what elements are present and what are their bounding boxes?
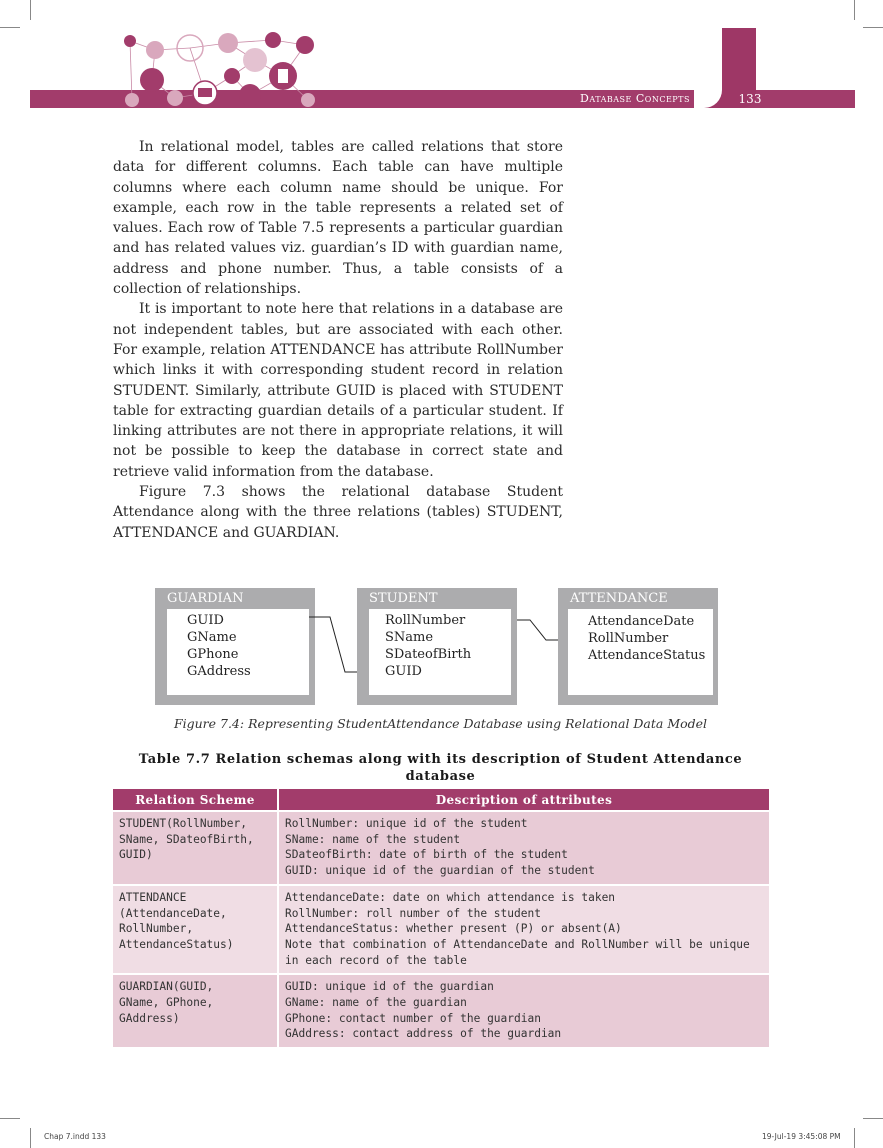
crop-mark [863, 27, 883, 28]
paragraph: It is important to note here that relations in a database are not independent tables, but are associated with each other. For example, relation ATTENDANCE has attribute RollNumber which links it with corresponding student record in relation STUDENT. Similarly, attribute GUID is placed with STUDENT table for extracting guardian details of a particular student. If linking attributes are not there in appropriate relations, it will not be possible to keep the database in correct state and retrieve valid information from the database. [113, 301, 563, 480]
attribute: RollNumber [385, 613, 466, 628]
description-line: GAddress: contact address of the guardian [285, 1027, 562, 1041]
attribute: AttendanceStatus [588, 648, 706, 663]
relation-box-attendance [558, 588, 718, 705]
attribute: GPhone [187, 647, 239, 662]
crop-mark [863, 1118, 883, 1119]
scheme-line: AttendanceStatus) [119, 937, 234, 951]
description-line: AttendanceDate: date on which attendance is taken [285, 890, 616, 904]
paragraph: In relational model, tables are called relations that store data for different columns. Each table can have multiple columns where each column name should be unique. For example, each row in the table represents a related set of values. Each row of Table 7.5 represents a particular guardian and has related values viz. guardian’s ID with guardian name, address and phone number. Thus, a table consists of a collection of relationships. [113, 139, 563, 298]
paragraph: Figure 7.3 shows the relational database Student Attendance along with the three relations (tables) STUDENT, ATTENDANCE and GUARDIAN. [113, 484, 563, 541]
scheme-cell [113, 974, 278, 1047]
description-cell [278, 885, 769, 975]
scheme-line: SName, SDateofBirth, [119, 832, 254, 846]
table-row [113, 811, 769, 885]
attribute: GName [187, 630, 237, 645]
description-line: GUID: unique id of the guardian [285, 980, 494, 994]
scheme-line: GUARDIAN(GUID, [119, 980, 214, 994]
scheme-line: GName, GPhone, [119, 996, 214, 1010]
figure-caption: Figure 7.4: Representing StudentAttendance Database using Relational Data Model [173, 716, 708, 731]
relation-name: STUDENT [369, 591, 438, 606]
scheme-cell [113, 811, 278, 885]
crop-mark [30, 1128, 31, 1148]
description-line: RollNumber: roll number of the student [285, 906, 541, 920]
attribute: RollNumber [588, 631, 669, 646]
crop-mark [30, 0, 31, 20]
scheme-line: GAddress) [119, 1011, 180, 1025]
relation-name: GUARDIAN [167, 591, 244, 606]
relation-name: ATTENDANCE [570, 591, 668, 606]
attribute: AttendanceDate [588, 614, 695, 629]
footer-timestamp: 19-Jul-19 3:45:08 PM [762, 1132, 841, 1141]
relation-box-student [357, 588, 517, 705]
description-line: GName: name of the guardian [285, 996, 467, 1010]
attribute-list [588, 613, 705, 664]
table-row [113, 974, 769, 1047]
description-line: SDateofBirth: date of birth of the student [285, 848, 568, 862]
description-line: SName: name of the student [285, 832, 461, 846]
column-header: Relation Scheme [113, 789, 278, 811]
connector-guid [309, 617, 357, 672]
crop-mark [0, 27, 20, 28]
description-line: GPhone: contact number of the guardian [285, 1011, 541, 1025]
column-header: Description of attributes [278, 789, 769, 811]
attribute: SName [385, 630, 434, 645]
description-line: Note that combination of AttendanceDate and RollNumber will be unique [285, 937, 750, 951]
scheme-line: GUID) [119, 848, 153, 862]
scheme-line: (AttendanceDate, [119, 906, 227, 920]
scheme-line: ATTENDANCE [119, 890, 187, 904]
crop-mark [0, 1118, 20, 1119]
crop-mark [854, 1128, 855, 1148]
table-row [113, 885, 769, 975]
table-header-row [113, 789, 769, 811]
relation-box-guardian [155, 588, 315, 705]
attribute: SDateofBirth [385, 647, 472, 662]
attribute: GUID [187, 613, 224, 628]
footer-file-info: Chap 7.indd 133 [44, 1132, 106, 1141]
description-line: GUID: unique id of the guardian of the student [285, 864, 595, 878]
attribute: GUID [385, 664, 422, 679]
description-line: AttendanceStatus: whether present (P) or absent(A) [285, 922, 622, 936]
table-title: Table 7.7 Relation schemas along with its description of Student Attendance database [138, 752, 743, 784]
body-text [113, 137, 563, 543]
network-icons-illustration [110, 28, 330, 110]
attribute-list [385, 612, 471, 680]
scheme-line: RollNumber, [119, 922, 194, 936]
scheme-cell [113, 885, 278, 975]
description-cell [278, 974, 769, 1047]
relation-schema-table [113, 789, 769, 1047]
description-line: in each record of the table [285, 953, 467, 967]
connector-rollnumber [517, 620, 558, 640]
description-cell [278, 811, 769, 885]
page-number: 133 [738, 92, 762, 106]
attribute: GAddress [187, 664, 251, 679]
section-title: Database Concepts [580, 92, 690, 105]
crop-mark [854, 0, 855, 20]
page-tab-cutout [694, 28, 722, 108]
scheme-line: STUDENT(RollNumber, [119, 817, 247, 830]
attribute-list [187, 612, 251, 680]
description-line: RollNumber: unique id of the student [285, 817, 528, 830]
